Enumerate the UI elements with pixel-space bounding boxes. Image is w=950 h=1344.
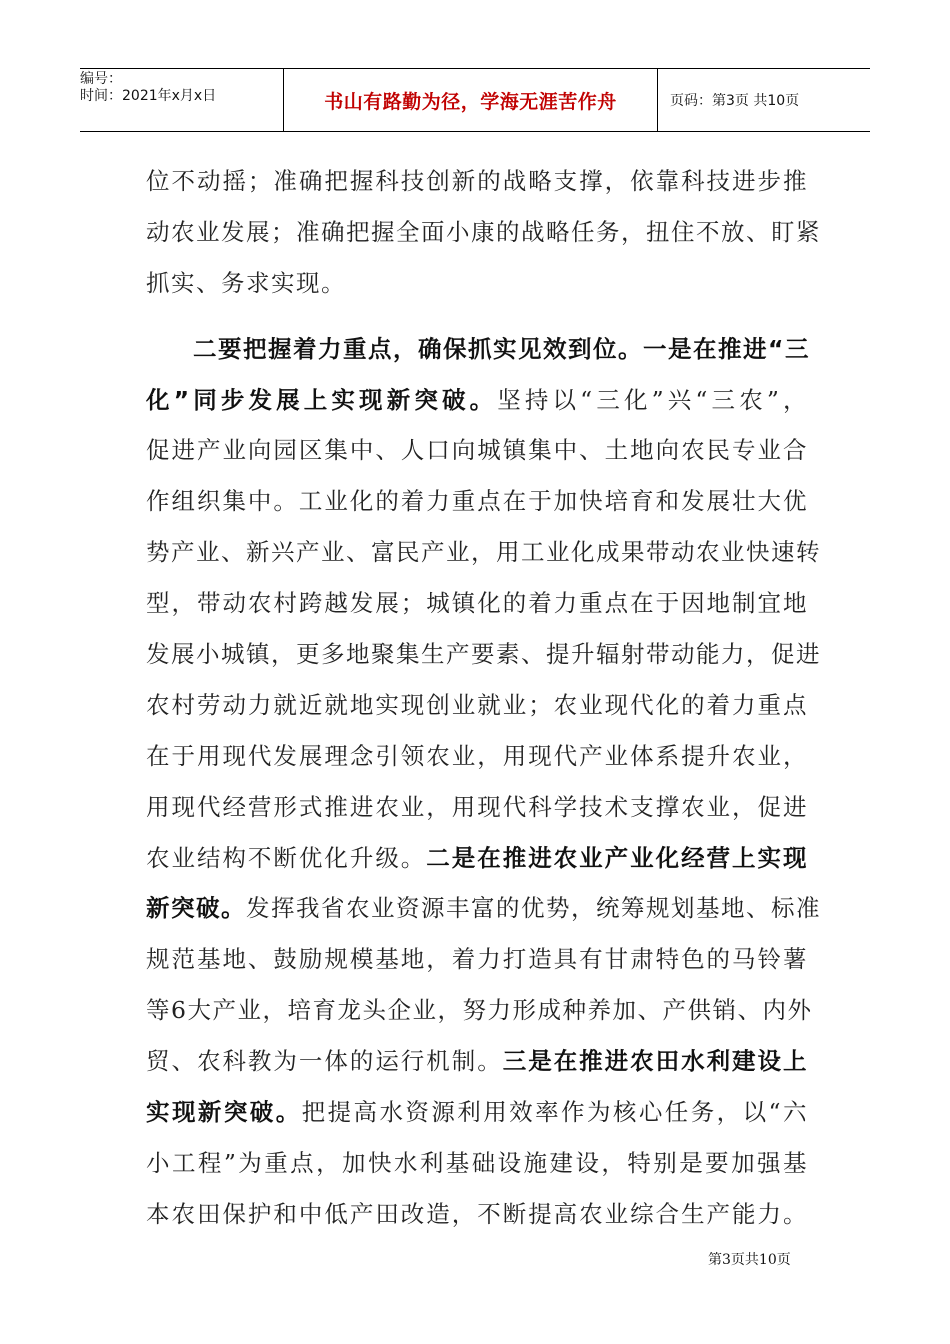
- text-line: 动农业发展；准确把握全面小康的战略任务，扭住不放、盯紧: [146, 217, 821, 246]
- text-line: 势产业、新兴产业、富民产业，用工业化成果带动农业快速转: [146, 538, 821, 567]
- text-line: 小工程”为重点，加快水利基础设施建设，特别是要加强基: [146, 1148, 808, 1177]
- text-line: 发展小城镇，更多地聚集生产要素、提升辐射带动能力，促进: [146, 640, 821, 669]
- text-span: 农业结构不断优化升级。: [146, 843, 427, 872]
- text-line: [146, 883, 821, 934]
- document-number-label: 编号：: [80, 71, 122, 87]
- text-line: [146, 833, 808, 884]
- text-line: 用现代经营形式推进农业，用现代科学技术支撑农业，促进: [146, 792, 808, 821]
- text-line: [146, 1087, 808, 1138]
- subsection-heading: 实现新突破。: [146, 1098, 302, 1127]
- text-line: 本农田保护和中低产田改造，不断提高农业综合生产能力。: [146, 1199, 808, 1228]
- page-header: [80, 68, 870, 132]
- text-span: 贸、农科教为一体的运行机制。: [146, 1047, 503, 1076]
- page-footer: 第3页共10页: [708, 1252, 791, 1268]
- text-line: [146, 375, 808, 426]
- text-line: 等6大产业，培育龙头企业，努力形成种养加、产供销、内外: [146, 996, 813, 1025]
- document-date: 时间：2021年x月x日: [80, 88, 217, 104]
- text-line: 在于用现代发展理念引领农业，用现代产业体系提升农业，: [146, 741, 808, 770]
- document-body: [146, 156, 821, 1240]
- text-line: 抓实、务求实现。: [146, 268, 346, 297]
- header-page-number: 页码：第3页 共10页: [670, 93, 800, 109]
- header-meta: [80, 69, 283, 131]
- text-span: 把提高水资源利用效率作为核心任务，以“六: [301, 1098, 809, 1127]
- subsection-heading: 化”同步发展上实现新突破。: [146, 385, 498, 414]
- text-line: 农村劳动力就近就地实现创业就业；农业现代化的着力重点: [146, 690, 808, 719]
- subsection-heading: 二是在推进农业产业化经营上实现: [426, 843, 809, 872]
- text-line: 促进产业向园区集中、人口向城镇集中、土地向农民专业合: [146, 436, 808, 465]
- text-line: 规范基地、鼓励规模基地，着力打造具有甘肃特色的马铃薯: [146, 945, 808, 974]
- text-span: 坚持以“三化”兴“三农”，: [497, 385, 808, 414]
- subsection-heading: 新突破。: [146, 894, 246, 923]
- text-span: 发挥我省农业资源丰富的优势，统筹规划基地、标准: [246, 894, 821, 923]
- text-line: [146, 1036, 808, 1087]
- subsection-heading: 三是在推进农田水利建设上: [502, 1047, 809, 1076]
- header-motto: 书山有路勤为径，学海无涯苦作舟: [283, 69, 658, 131]
- section-heading: 二要把握着力重点，确保抓实见效到位。一是在推进“三: [193, 334, 810, 363]
- text-line: 作组织集中。工业化的着力重点在于加快培育和发展壮大优: [146, 487, 808, 516]
- text-line: [146, 324, 808, 375]
- text-line: 位不动摇；准确把握科技创新的战略支撑，依靠科技进步推: [146, 167, 808, 195]
- text-line: 型，带动农村跨越发展；城镇化的着力重点在于因地制宜地: [146, 589, 808, 618]
